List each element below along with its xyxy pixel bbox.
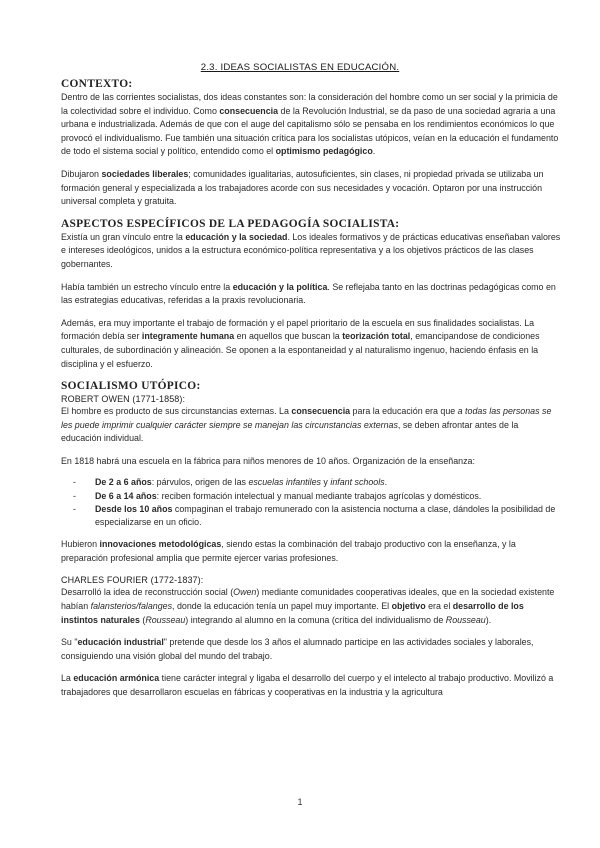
text-run: Existía un gran vínculo entre la — [61, 231, 186, 242]
text-run: . Se reflejaba tanto en las doctrinas pedagógicas como en las estrategias educativas, referidas a la praxis revolucionaria. — [61, 281, 556, 306]
text-run: de la Revolución Industrial, se da paso de una sociedad agraria a una urbana e industrializada. Además de que con el auge del capitalismo sólo se pensaba en los rendimientos económicos lo que provocó el individualismo. Fue también una situación crítica para los socialistas utópicos, veían en la educación el fundamento de todo el sistema social y político, entendido como el — [61, 105, 559, 157]
italic-term: Rousseau — [445, 614, 486, 625]
heading-contexto: CONTEXTO: — [61, 78, 133, 90]
italic-term: Rousseau — [145, 614, 186, 625]
paragraph-owen-2 — [61, 455, 561, 469]
bold-term: objetivo — [391, 601, 426, 612]
text-run: Hubieron — [61, 539, 100, 550]
paragraph-aspectos-3 — [61, 317, 561, 371]
heading-aspectos: ASPECTOS ESPECÍFICOS DE LA PEDAGOGÍA SOCIALISTA: — [61, 217, 400, 230]
paragraph-fourier-1 — [61, 586, 561, 627]
italic-term: infant schools — [330, 477, 385, 488]
bold-term: optimismo pedagógico — [275, 146, 373, 157]
paragraph-owen-3 — [61, 538, 561, 565]
bold-term: desarrollo de los instintos naturales — [61, 601, 524, 625]
text-run: Había también un estrecho vínculo entre la — [61, 281, 233, 292]
text-run: Su " — [61, 637, 78, 648]
text-run: Dentro de las corrientes socialistas, dos ideas constantes son: la consideración del hombre como un ser social y la primicia de la colectividad sobre el individuo. Como — [61, 92, 558, 116]
bold-term: innovaciones metodológicas — [99, 539, 222, 550]
bold-term: consecuencia — [291, 406, 351, 417]
text-run: ) integrando al alumno en la comuna (crítica del individualismo de — [185, 614, 446, 625]
bold-term: De 6 a 14 años — [95, 490, 157, 501]
text-run: ( — [139, 614, 146, 625]
text-run: En 1818 habrá una escuela en la fábrica para niños menores de 10 años. Organización de la enseñanza: — [61, 455, 475, 466]
bold-term: educación y la sociedad — [185, 231, 288, 242]
list-item-text — [95, 504, 555, 527]
dash-bullet: - — [73, 503, 76, 514]
text-run: compaginan el trabajo remunerado con la asistencia nocturna a clase, dándoles la posibilidad de especializarse en un oficio. — [95, 503, 556, 528]
list-item-text — [95, 491, 481, 501]
bold-term: teorización total — [342, 331, 411, 342]
list-item-text — [95, 477, 387, 487]
text-run: " pretende que desde los 3 años el alumnado participe en las actividades sociales y laborales, consiguiendo una visión global del mundo del trabajo. — [61, 637, 534, 661]
text-run: . Los ideales formativos y de prácticas educativas enseñaban valores e intereses ideológicos, unidos a la estructura económico-política representativa y a los objetivos prácticos de las clases gobernantes. — [61, 231, 561, 269]
text-run: El hombre es producto de sus circunstancias externas. La — [61, 406, 292, 417]
paragraph-fourier-3 — [61, 672, 561, 699]
bold-term: educación y la política — [232, 281, 328, 292]
bold-term: Desde los 10 años — [95, 503, 173, 514]
italic-term: Owen — [233, 587, 257, 598]
text-run: ). — [485, 614, 492, 625]
text-run: ) mediante comunidades cooperativas ideales, que en la sociedad existente habían — [61, 587, 555, 612]
list-item — [61, 490, 561, 503]
text-run: , donde la educación tenía un papel muy importante. El — [172, 601, 392, 612]
text-run: en aquellos que buscan la — [234, 331, 343, 342]
text-run: , siendo estas la combinación del trabajo productivo con la enseñanza, y la preparación profesional amplia que permite ejercer varias profesiones. — [61, 539, 516, 563]
document-title: 2.3. IDEAS SOCIALISTAS EN EDUCACIÓN. — [200, 62, 400, 73]
text-run: era el — [425, 601, 453, 612]
paragraph-owen-1 — [61, 405, 561, 446]
dash-bullet: - — [73, 490, 76, 501]
text-run: , se deben afrontar antes de la educación individual. — [61, 419, 519, 444]
text-run: : párvulos, origen de las — [151, 477, 249, 488]
owen-organization-list — [61, 476, 561, 529]
bold-term: integramente humana — [141, 331, 235, 342]
text-run: . — [372, 146, 376, 157]
heading-socialismo-utopico: SOCIALISMO UTÓPICO: — [61, 380, 201, 393]
italic-term: a todas las personas se les puede imprimir cualquier carácter siempre se manejan las circunstancias externas — [61, 406, 552, 430]
text-run: . — [384, 477, 388, 488]
heading-robert-owen: ROBERT OWEN (1771-1858): — [61, 394, 186, 405]
italic-term: escuelas infantiles — [248, 477, 321, 488]
paragraph-contexto-2 — [61, 168, 561, 209]
text-run: , emancipandose de condiciones culturales, de subordinación y alineación. Se oponen a la espontaneidad y al naturalismo ingenuo, haciendo énfasis en la disciplina y el esfuerzo. — [61, 331, 540, 369]
bold-term: De 2 a 6 años — [95, 477, 152, 488]
text-run: para la educación era que — [350, 406, 458, 417]
dash-bullet: - — [73, 477, 76, 488]
paragraph-aspectos-2 — [61, 281, 561, 308]
bold-term: educación industrial — [77, 637, 164, 648]
italic-term: falansterios/falanges — [90, 601, 173, 612]
page-number: 1 — [297, 797, 303, 807]
document-body — [61, 78, 561, 709]
text-run: Dibujaron — [61, 168, 102, 179]
text-run: y — [320, 477, 331, 488]
heading-charles-fourier: CHARLES FOURIER (1772-1837): — [61, 575, 204, 586]
paragraph-fourier-2 — [61, 636, 561, 663]
section-aspectos — [61, 218, 561, 371]
bold-term: consecuencia — [219, 105, 279, 116]
bold-term: sociedades liberales — [101, 168, 189, 179]
section-socialismo-utopico — [61, 380, 561, 700]
paragraph-aspectos-1 — [61, 231, 561, 272]
text-run: Además, era muy importante el trabajo de formación y el papel prioritario de la escuela en sus finalidades socialistas. La formación debía ser — [61, 317, 535, 342]
paragraph-contexto-1 — [61, 91, 561, 159]
text-run: : reciben formación intelectual y manual mediante trabajos agrícolas y domésticos. — [156, 490, 482, 501]
bold-term: educación armónica — [73, 673, 160, 684]
section-contexto — [61, 78, 561, 209]
list-item — [61, 476, 561, 489]
text-run: tiene carácter integral y ligaba el desarrollo del cuerpo y el intelecto al trabajo productivo. Movilizó a trabajadores que desarrollaron escuelas en fábricas y cooperativas en la industria y la agricultura — [61, 673, 554, 698]
text-run: ; comunidades igualitarias, autosuficientes, sin clases, ni propiedad privada se utilizaba un formación general y especializada a los trabajadores acorde con sus necesidades y vocación. Optaron por una instrucción universal completa y gratuita. — [61, 168, 544, 207]
list-item — [61, 503, 561, 529]
text-run: Desarrolló la idea de reconstrucción social ( — [61, 587, 234, 598]
text-run: La — [61, 673, 74, 684]
